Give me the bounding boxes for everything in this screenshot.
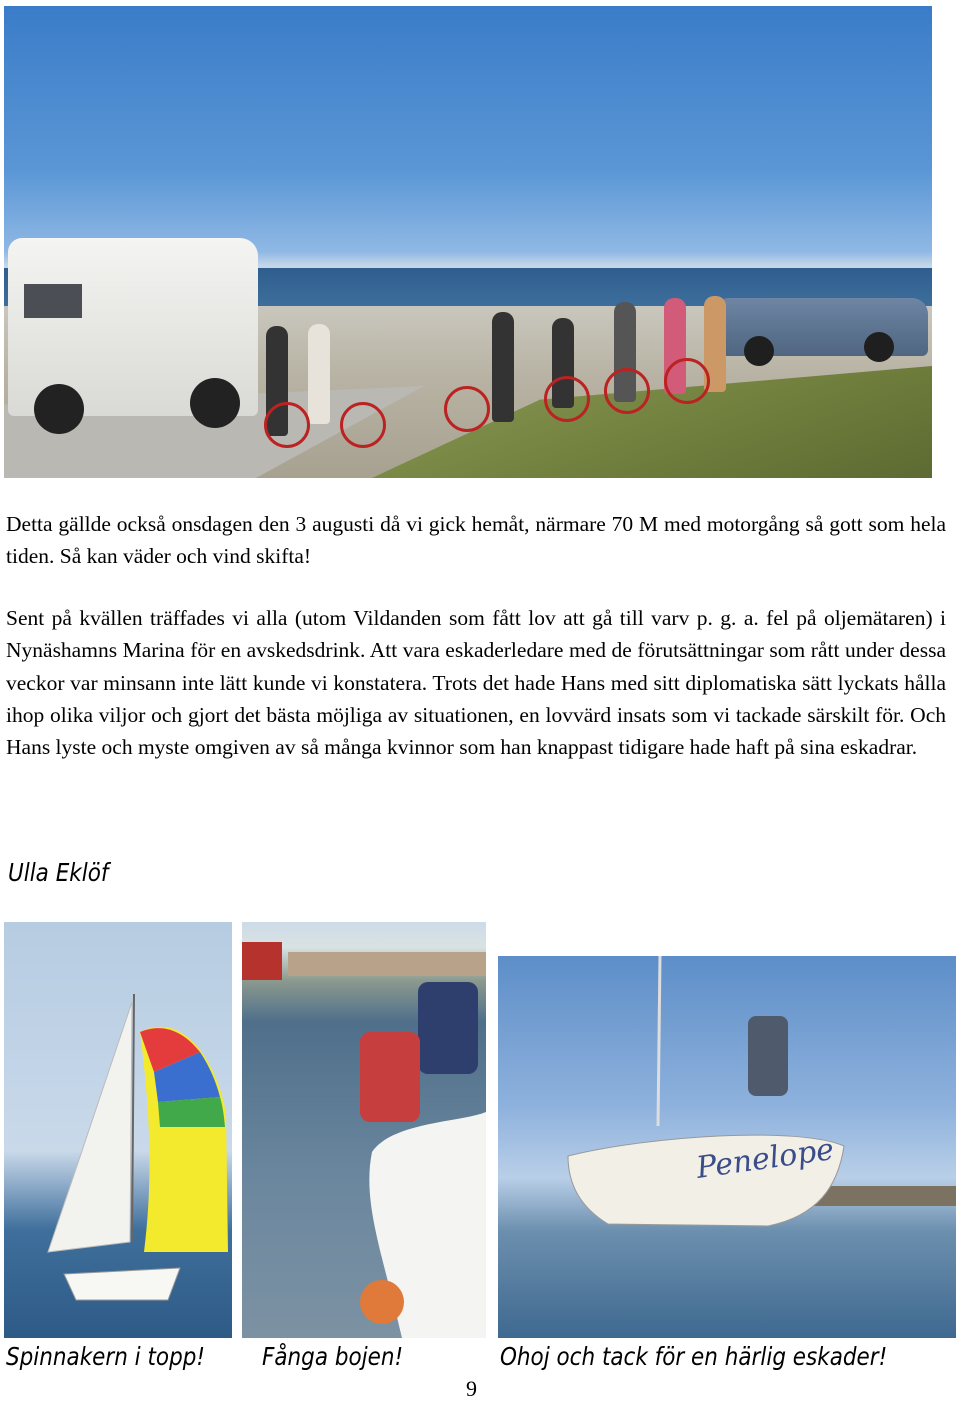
buoy-illustration [242,922,486,1338]
caption-buoy: Fånga bojen! [262,1342,404,1371]
page-number: 9 [466,1376,477,1401]
author-signature: Ulla Eklöf [8,858,109,887]
photo-catching-buoy [242,922,486,1338]
caption-spinnaker: Spinnakern i topp! [6,1342,205,1371]
sailboat-illustration [4,922,232,1338]
photo-spinnaker [4,922,232,1338]
boat-illustration [498,956,956,1338]
boat-name: Penelope [694,1132,837,1186]
photo-cyclists-beach [4,6,932,478]
caption-thanks: Ohoj och tack för en härlig eskader! [500,1342,888,1371]
photo-penelope [498,956,956,1338]
paragraph: Detta gällde också onsdagen den 3 augusti då vi gick hemåt, närmare 70 M med motorgång så gott som hela tiden. Så kan väder och vind skifta! [6,512,946,569]
paragraph: Sent på kvällen träffades vi alla (utom Vildanden som fått lov att gå till varv p. g. a. fel på oljemätaren) i Nynäshamns Marina för en avskedsdrink. Att vara eskaderledare med de förutsättningar som rått under dessa veckor var minsann inte lätt kunde vi konstatera. Trots det hade Hans med sitt diplomatiska sätt lyckats hålla ihop olika viljor och gjort det bästa möjliga av situationen, en lovvärd insats som vi tackade särskilt för. Och Hans lyste och myste omgiven av så många kvinnor som han knappast tidigare hade haft på sina eskadrar. [6,606,946,760]
